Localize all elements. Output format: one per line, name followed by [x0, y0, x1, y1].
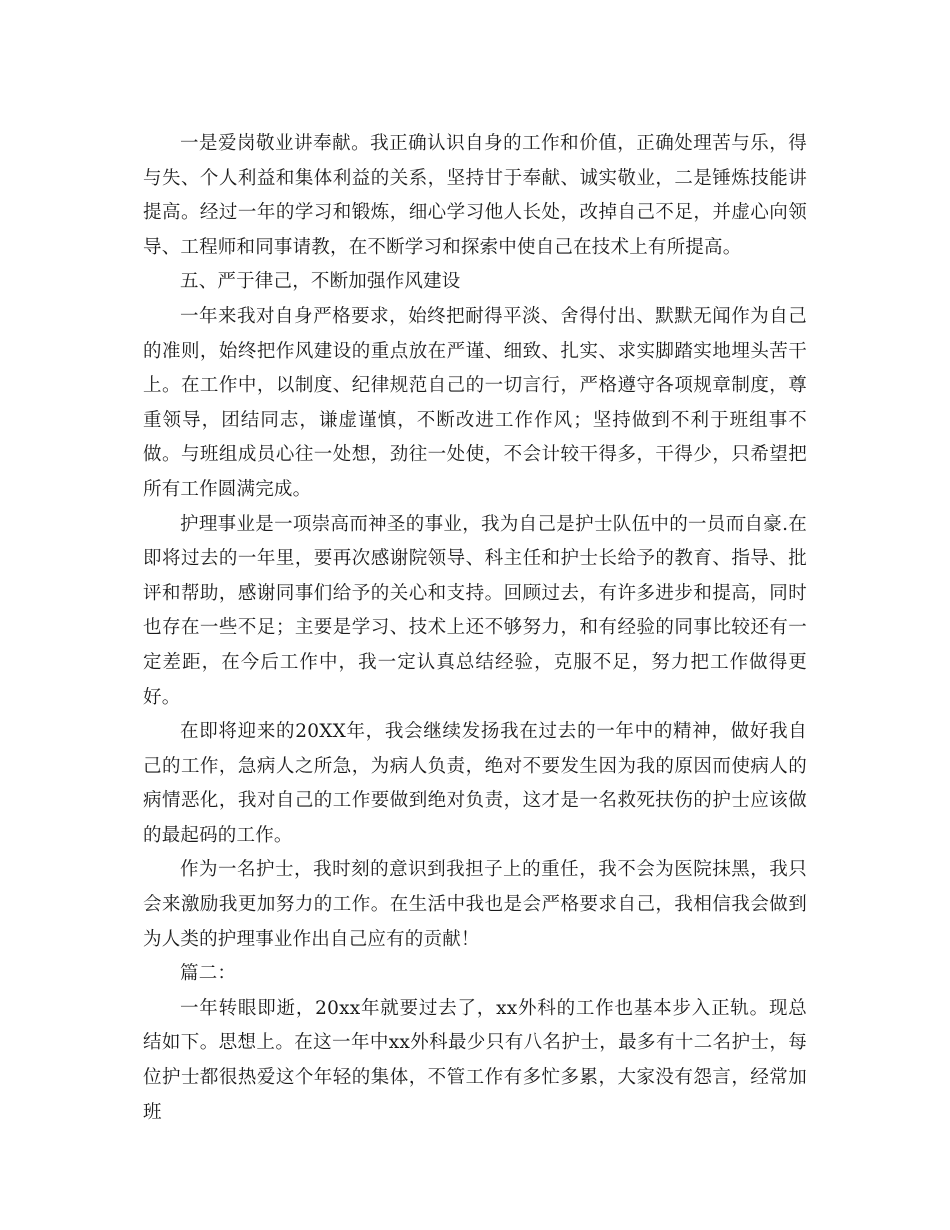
paragraph-year-summary: 一年转眼即逝，20xx年就要过去了，xx外科的工作也基本步入正轨。现总结如下。思想上。在这一年中xx外科最少只有八名护士，最多有十二名护士，每位护士都很热爱这个年轻的集体，不管工作有多忙多累，大家没有怨言，经常加班: [143, 997, 807, 1123]
section-heading-self-discipline: 五、严于律己，不断加强作风建设: [180, 271, 461, 293]
document-body: [143, 127, 807, 1130]
section-heading-part-two: 篇二：: [180, 963, 237, 985]
paragraph-dedication: 一是爱岗敬业讲奉献。我正确认识自身的工作和价值，正确处理苦与乐，得与失、个人利益和集体利益的关系，坚持甘于奉献、诚实敬业，二是锤炼技能讲提高。经过一年的学习和锻炼，细心学习他人长处，改掉自己不足，并虚心向领导、工程师和同事请教，在不断学习和探索中使自己在技术上有所提高。: [143, 133, 807, 258]
paragraph-nurse-responsibility: 作为一名护士，我时刻的意识到我担子上的重任，我不会为医院抹黑，我只会来激励我更加努力的工作。在生活中我也是会严格要求自己，我相信我会做到为人类的护理事业作出自己应有的贡献！: [143, 859, 807, 950]
paragraph-work-style: 一年来我对自身严格要求，始终把耐得平淡、舍得付出、默默无闻作为自己的准则，始终把作风建设的重点放在严谨、细致、扎实、求实脚踏实地埋头苦干上。在工作中，以制度、纪律规范自己的一切言行，严格遵守各项规章制度，尊重领导，团结同志，谦虚谨慎，不断改进工作作风；坚持做到不利于班组事不做。与班组成员心往一处想，劲往一处使，不会计较干得多，干得少，只希望把所有工作圆满完成。: [143, 305, 807, 500]
paragraph-nursing-career: 护理事业是一项崇高而神圣的事业，我为自己是护士队伍中的一员而自豪.在即将过去的一年里，要再次感谢院领导、科主任和护士长给予的教育、指导、批评和帮助，感谢同事们给予的关心和支持。回顾过去，有许多进步和提高，同时也存在一些不足；主要是学习、技术上还不够努力，和有经验的同事比较还有一定差距，在今后工作中，我一定认真总结经验，克服不足，努力把工作做得更好。: [143, 513, 807, 708]
paragraph-coming-year: 在即将迎来的20XX年，我会继续发扬我在过去的一年中的精神，做好我自己的工作，急病人之所急，为病人负责，绝对不要发生因为我的原因而使病人的病情恶化，我对自己的工作要做到绝对负责，这才是一名救死扶伤的护士应该做的最起码的工作。: [143, 721, 807, 846]
